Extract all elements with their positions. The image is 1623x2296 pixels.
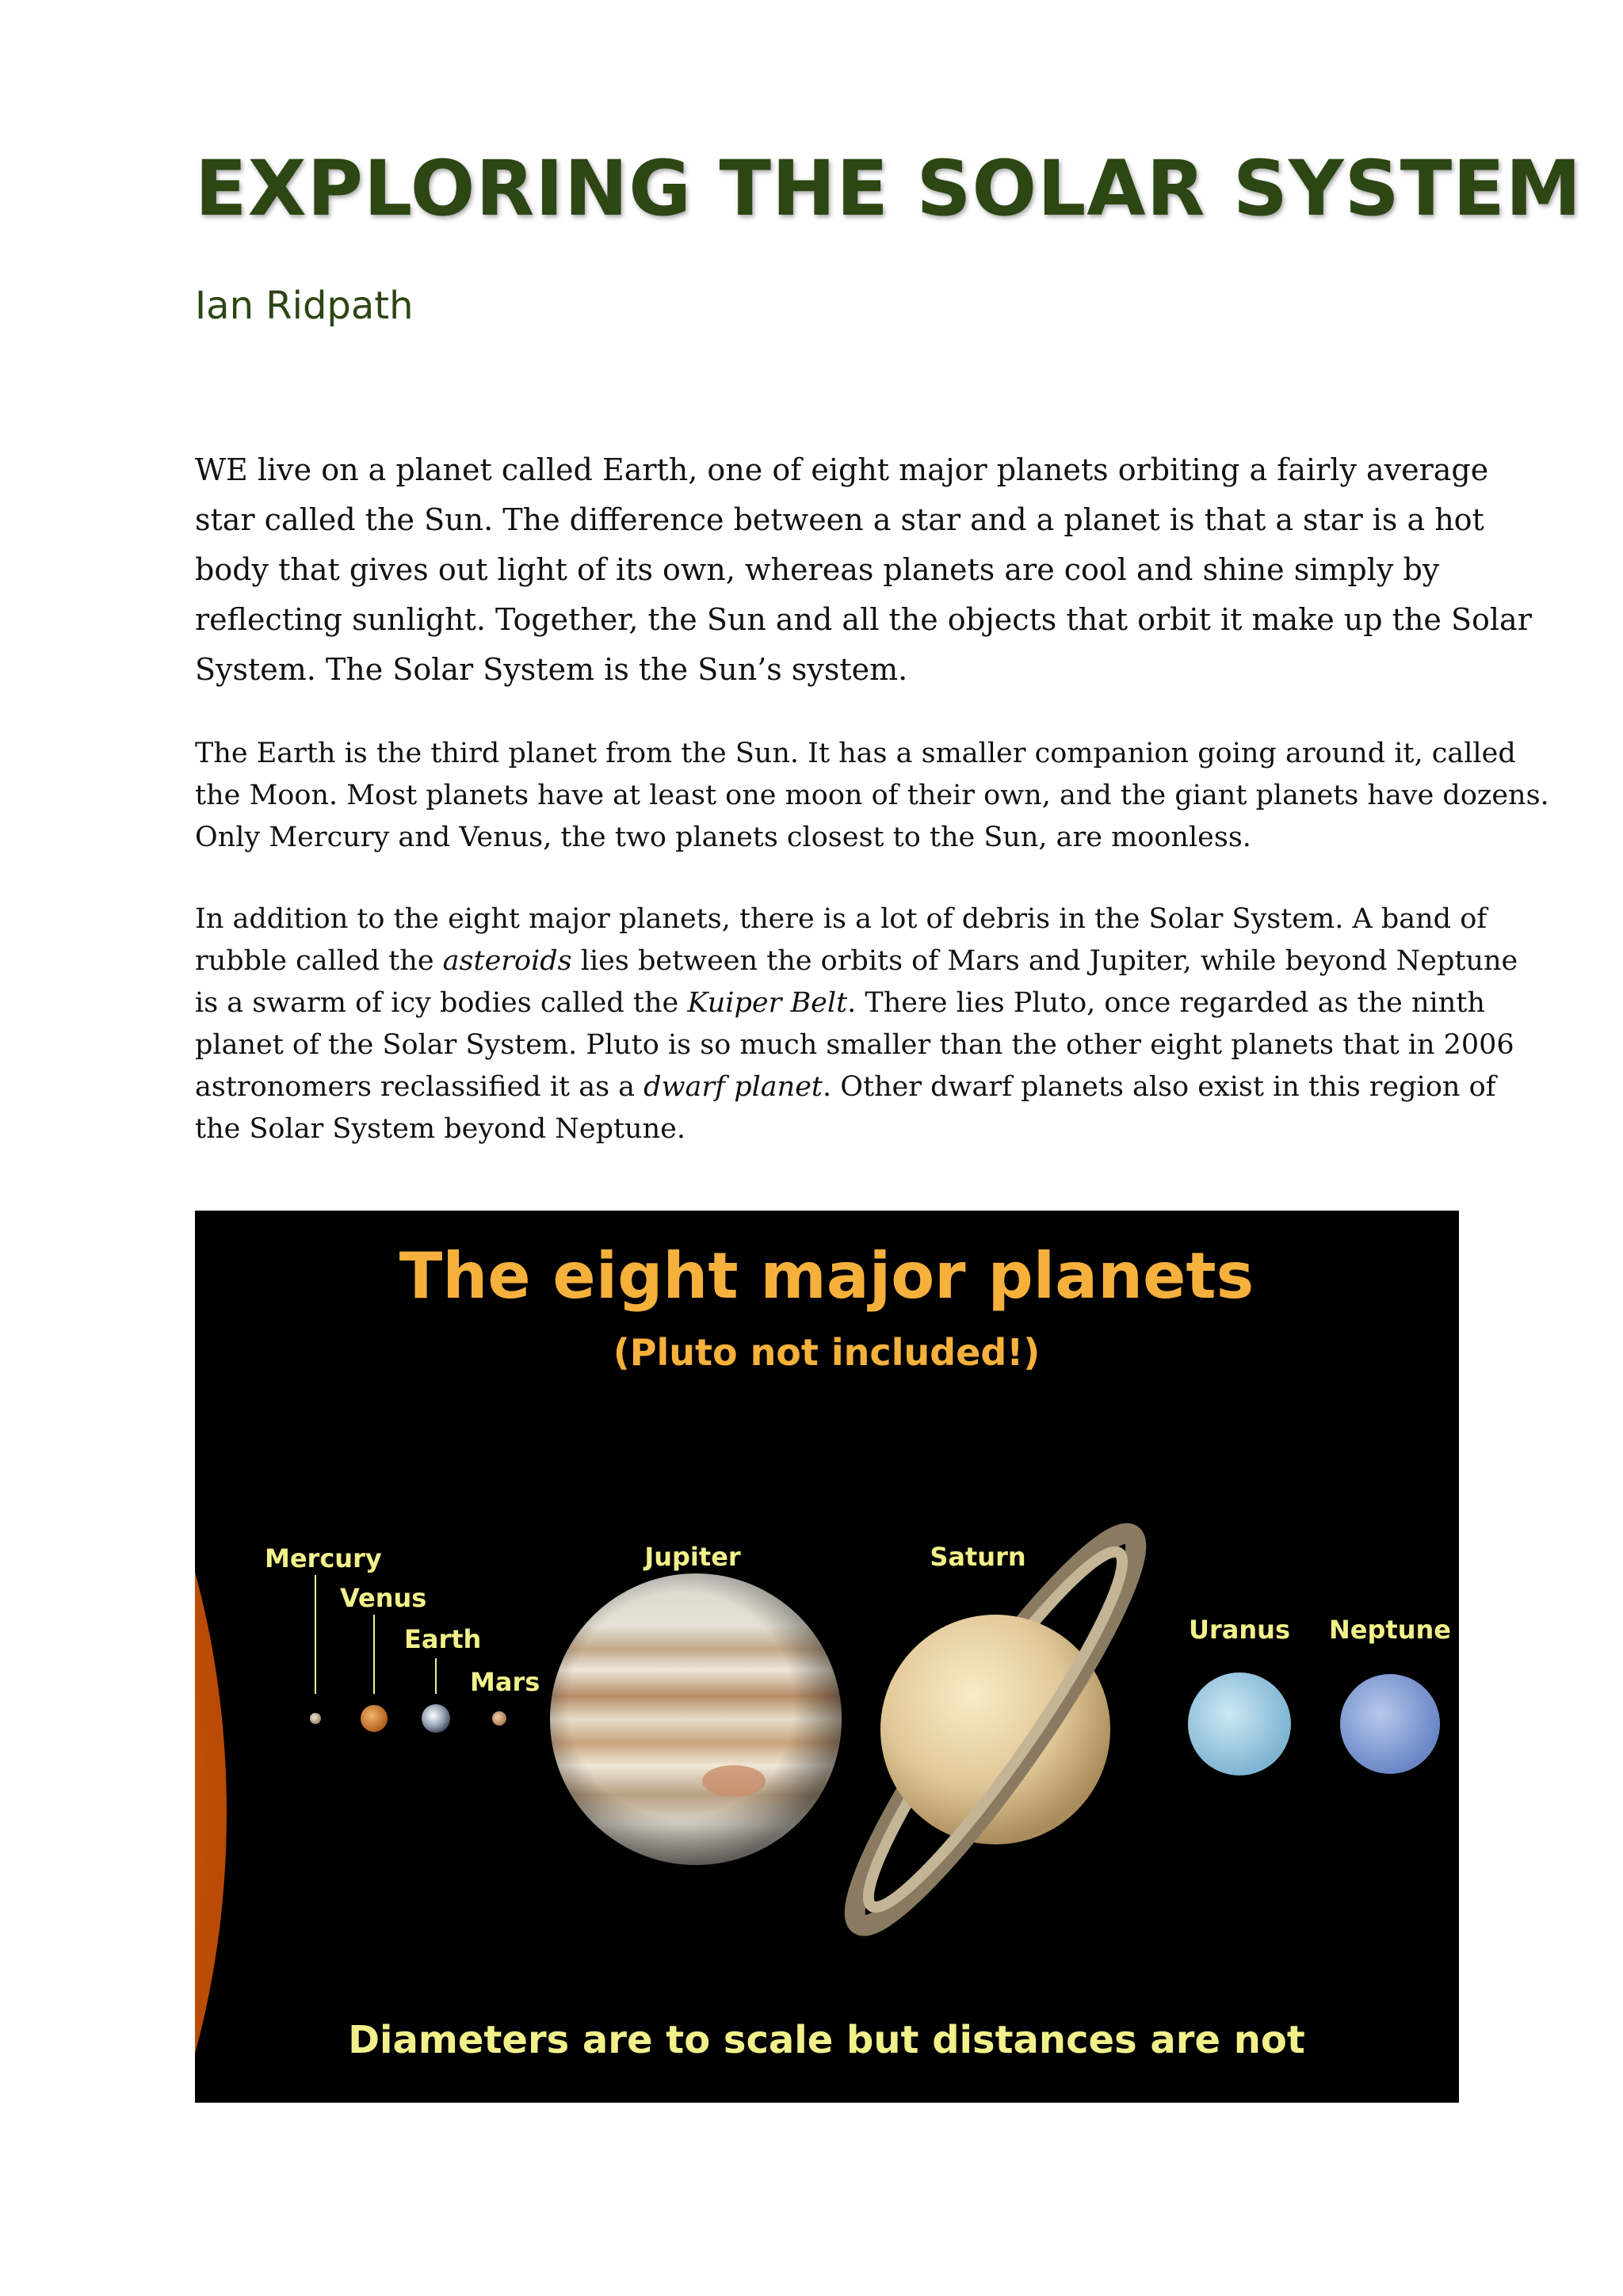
text-run: is a swarm of icy bodies called the	[195, 987, 688, 1019]
text-line: The Earth is the third planet from the Sun. It has a smaller companion going around it, called	[195, 738, 1516, 769]
text-line	[195, 982, 1485, 1024]
figure-subheading: (Pluto not included!)	[613, 1331, 1041, 1374]
text-line: Only Mercury and Venus, the two planets closest to the Sun, are moonless.	[195, 822, 1251, 853]
label-saturn: Saturn	[930, 1542, 1026, 1572]
text-line: reflecting sunlight. Together, the Sun and all the objects that orbit it make up the Solar	[195, 602, 1532, 637]
text-line: System. The Solar System is the Sun’s system.	[195, 652, 908, 687]
term-dwarf-planet: dwarf planet	[643, 1071, 823, 1103]
planet-earth	[422, 1704, 450, 1733]
planet-mars	[492, 1711, 506, 1726]
text-run: lies between the orbits of Mars and Jupiter, while beyond Neptune	[571, 945, 1518, 977]
text-run: . Other dwarf planets also exist in this region of	[823, 1071, 1496, 1103]
label-uranus: Uranus	[1189, 1615, 1290, 1645]
author-name: Ian Ridpath	[195, 284, 414, 328]
label-mars: Mars	[470, 1667, 540, 1697]
text-line: the Moon. Most planets have at least one moon of their own, and the giant planets have dozens.	[195, 780, 1549, 811]
label-neptune: Neptune	[1329, 1615, 1451, 1645]
document-title: EXPLORING THE SOLAR SYSTEM	[195, 144, 1583, 233]
text-line: planet of the Solar System. Pluto is so much smaller than the other eight planets that in 2006	[195, 1029, 1514, 1061]
planets-illustration	[195, 1211, 1459, 2103]
figure-caption: Diameters are to scale but distances are not	[348, 2018, 1305, 2062]
paragraph-debris	[195, 898, 1518, 1150]
text-run: astronomers reclassified it as a	[195, 1071, 644, 1103]
text-line: the Solar System beyond Neptune.	[195, 1113, 685, 1145]
text-run: rubble called the	[195, 945, 443, 977]
paragraph-earth	[195, 733, 1549, 859]
label-earth: Earth	[404, 1624, 482, 1654]
label-jupiter: Jupiter	[644, 1542, 741, 1572]
planet-jupiter	[550, 1573, 842, 1865]
text-line: star called the Sun. The difference between a star and a planet is that a star is a hot	[195, 502, 1484, 537]
term-kuiper-belt: Kuiper Belt	[687, 987, 848, 1019]
text-line	[195, 1066, 1496, 1108]
figure-heading: The eight major planets	[399, 1239, 1254, 1313]
label-mercury: Mercury	[265, 1543, 382, 1573]
planet-neptune	[1340, 1674, 1440, 1774]
paragraph-intro	[195, 445, 1532, 695]
label-venus: Venus	[340, 1583, 427, 1613]
text-line: In addition to the eight major planets, there is a lot of debris in the Solar System. A band of	[195, 903, 1487, 935]
text-run: . There lies Pluto, once regarded as the ninth	[847, 987, 1485, 1019]
planet-venus	[361, 1705, 388, 1732]
text-line	[195, 940, 1518, 982]
planet-mercury	[310, 1713, 321, 1724]
planets-figure	[195, 1211, 1459, 2103]
text-line: WE live on a planet called Earth, one of eight major planets orbiting a fairly average	[195, 452, 1489, 487]
term-asteroids: asteroids	[442, 945, 572, 977]
planet-saturn	[825, 1511, 1165, 1947]
text-line: body that gives out light of its own, whereas planets are cool and shine simply by	[195, 552, 1440, 587]
sun-edge	[195, 1211, 227, 2103]
planet-uranus	[1188, 1672, 1291, 1775]
